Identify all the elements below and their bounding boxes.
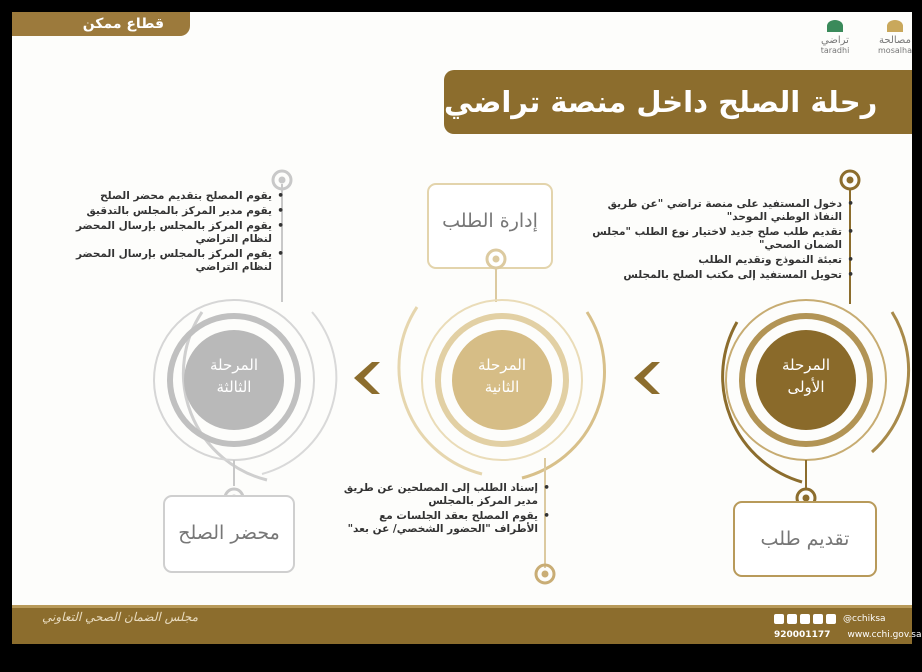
youtube-icon[interactable] bbox=[800, 614, 810, 624]
list-item: • دخول المستفيد على منصة تراضي "عن طريق النفاذ الوطني الموحد" bbox=[586, 198, 842, 224]
instagram-icon[interactable] bbox=[813, 614, 823, 624]
stage-one-bullets bbox=[586, 198, 856, 284]
list-item: • يقوم المصلح بعقد الجلسات مع الأطراف "الحضور الشخصي/ عن بعد" bbox=[342, 510, 538, 536]
stage-three-box-label: محضر الصلح bbox=[178, 522, 280, 544]
stage-one-box-label: تقديم طلب bbox=[760, 528, 850, 550]
stage-three-label-line1: المرحلة bbox=[210, 356, 258, 374]
stage-two-box-label: إدارة الطلب bbox=[442, 210, 538, 232]
mosalha-logo-ar: مصالحة bbox=[879, 35, 911, 46]
stage-one-label-line2: الأولى bbox=[787, 378, 825, 396]
facebook-icon[interactable] bbox=[787, 614, 797, 624]
mosalha-logo-en: mosalha bbox=[878, 46, 912, 55]
taradhi-logo-ar: تراضي bbox=[821, 35, 849, 46]
stage-two-label bbox=[452, 354, 552, 398]
contact-info bbox=[774, 630, 922, 640]
list-item: • إسناد الطلب إلى المصلحين عن طريق مدير المركز بالمجلس bbox=[342, 482, 538, 508]
stage-two-label-line2: الثانية bbox=[484, 378, 520, 396]
stage-one-label-line1: المرحلة bbox=[782, 356, 830, 374]
list-item: • يقوم مدير المركز بالمجلس بالتدقيق bbox=[50, 205, 272, 218]
snapchat-icon[interactable] bbox=[826, 614, 836, 624]
stage-three-label-line2: الثالثة bbox=[216, 378, 252, 396]
list-item: • تحويل المستفيد إلى مكتب الصلح بالمجلس bbox=[586, 269, 842, 282]
sector-tag: قطاع ممكن bbox=[12, 12, 190, 36]
social-links bbox=[774, 614, 886, 624]
twitter-icon[interactable] bbox=[774, 614, 784, 624]
council-name: مجلس الضمان الصحي التعاوني bbox=[42, 610, 199, 624]
list-item: • تعبئة النموذج وتقديم الطلب bbox=[586, 254, 842, 267]
list-item: • تقديم طلب صلح جديد لاختيار نوع الطلب "مجلس الضمان الصحي" bbox=[586, 226, 842, 252]
slide bbox=[12, 12, 922, 644]
arrow-left-icon-2 bbox=[354, 362, 380, 394]
stage-three-bullets bbox=[50, 190, 286, 276]
arrow-left-icon-1 bbox=[634, 362, 660, 394]
list-item: • يقوم المركز بالمجلس بإرسال المحضر لنظام التراضي bbox=[50, 220, 272, 246]
website-link[interactable]: www.cchi.gov.sa bbox=[847, 630, 922, 640]
stage-three-label bbox=[184, 354, 284, 398]
footer bbox=[12, 608, 922, 644]
stage-one-label bbox=[756, 354, 856, 398]
list-item: • يقوم المصلح بتقديم محضر الصلح bbox=[50, 190, 272, 203]
phone-number: 920001177 bbox=[774, 630, 831, 640]
stage-two-bullets bbox=[342, 482, 552, 538]
list-item: • يقوم المركز بالمجلس بإرسال المحضر لنظام التراضي bbox=[50, 248, 272, 274]
social-handle[interactable]: @cchiksa bbox=[843, 614, 886, 624]
stage-two-label-line1: المرحلة bbox=[478, 356, 526, 374]
page-title: رحلة الصلح داخل منصة تراضي bbox=[444, 70, 912, 134]
taradhi-logo-en: taradhi bbox=[820, 46, 850, 55]
